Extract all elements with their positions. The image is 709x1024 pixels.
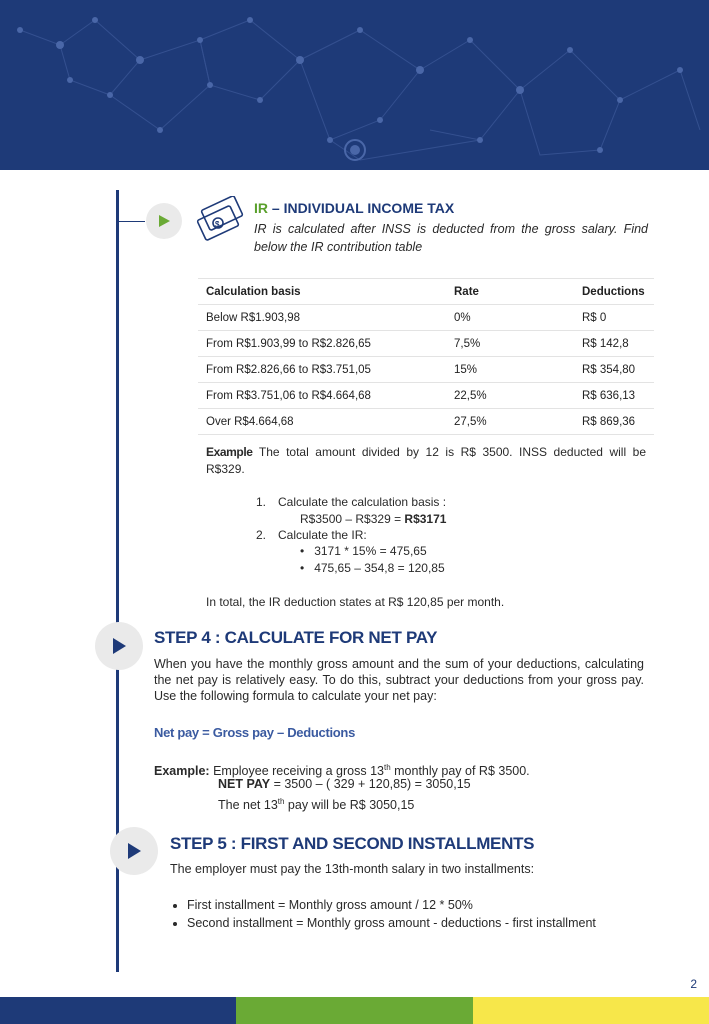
- step5-play-button[interactable]: [110, 827, 158, 875]
- step4-paragraph: When you have the monthly gross amount and the sum of your deductions, calculating the net pay is relatively easy. To do this, subtract your deductions from your gross pay. Use the following formula to calculate your net pay:: [154, 657, 644, 703]
- cell-basis: From R$1.903,99 to R$2.826,65: [198, 331, 446, 357]
- money-icon: [196, 196, 248, 244]
- step5-title: STEP 5 : FIRST AND SECOND INSTALLMENTS: [170, 834, 535, 853]
- cell-basis: From R$3.751,06 to R$4.664,68: [198, 383, 446, 409]
- ir-total: In total, the IR deduction states at R$ 120,85 per month.: [206, 595, 505, 609]
- table-row: [198, 357, 654, 383]
- network-pattern: [0, 0, 709, 170]
- table-row: [198, 383, 654, 409]
- timeline-connector: [119, 221, 145, 222]
- list-item: • Second installment = Monthly gross amount - deductions - first installment: [187, 914, 596, 932]
- footer-yellow-band: [473, 997, 709, 1024]
- step5-intro: The employer must pay the 13th-month salary in two installments:: [170, 862, 535, 876]
- step-2-bullet-2: • 475,65 – 354,8 = 120,85: [300, 561, 445, 575]
- footer-green-band: [236, 997, 473, 1024]
- svg-text:$: $: [215, 220, 220, 229]
- cell-basis: From R$2.826,66 to R$3.751,05: [198, 357, 446, 383]
- play-icon: [111, 637, 127, 655]
- table-row: [198, 305, 654, 331]
- table-row: [198, 409, 654, 435]
- cell-basis: Over R$4.664,68: [198, 409, 446, 435]
- ir-title: IR – INDIVIDUAL INCOME TAX: [254, 200, 455, 216]
- step4-title: STEP 4 : CALCULATE FOR NET PAY: [154, 628, 438, 647]
- net-pay-result: The net 13th pay will be R$ 3050,15: [218, 797, 415, 813]
- net-pay-calculation: NET PAY = 3500 – ( 329 + 120,85) = 3050,15: [218, 777, 471, 791]
- play-icon: [126, 842, 142, 860]
- example-label: Example: [206, 445, 253, 459]
- step4-play-button[interactable]: [95, 622, 143, 670]
- step-1-formula: R$3500 – R$329 = R$3171: [300, 512, 447, 526]
- footer-navy-band: [0, 997, 236, 1024]
- cell-deduction: R$ 354,80: [574, 357, 654, 383]
- cell-rate: 15%: [446, 357, 574, 383]
- installments-list: [170, 896, 596, 932]
- ir-contribution-table: [198, 278, 654, 435]
- cell-rate: 0%: [446, 305, 574, 331]
- page-number: 2: [690, 977, 697, 991]
- example-text: The total amount divided by 12 is R$ 3500. INSS deducted will be R$329.: [206, 445, 646, 476]
- step-2: 2. Calculate the IR:: [256, 528, 367, 542]
- cell-deduction: R$ 869,36: [574, 409, 654, 435]
- footer-color-bar: [0, 997, 709, 1024]
- header-banner: [0, 0, 709, 170]
- header-rate: Rate: [446, 279, 574, 305]
- cell-deduction: R$ 142,8: [574, 331, 654, 357]
- header-deductions: Deductions: [574, 279, 654, 305]
- net-pay-formula: Net pay = Gross pay – Deductions: [154, 725, 355, 740]
- table-header-row: [198, 279, 654, 305]
- ir-example: [206, 444, 646, 478]
- step-2-bullet-1: • 3171 * 15% = 475,65: [300, 544, 427, 558]
- cell-rate: 27,5%: [446, 409, 574, 435]
- step4-example: Example: Employee receiving a gross 13th monthly pay of R$ 3500.: [154, 763, 530, 779]
- play-icon: [157, 214, 171, 228]
- table-row: [198, 331, 654, 357]
- header-calculation-basis: Calculation basis: [198, 279, 446, 305]
- ir-description: IR is calculated after INSS is deducted from the gross salary. Find below the IR contribution table: [254, 222, 648, 254]
- cell-rate: 7,5%: [446, 331, 574, 357]
- cell-basis: Below R$1.903,98: [198, 305, 446, 331]
- step-1: 1. Calculate the calculation basis :: [256, 495, 447, 509]
- cell-deduction: R$ 0: [574, 305, 654, 331]
- list-item: • First installment = Monthly gross amount / 12 * 50%: [187, 896, 596, 914]
- cell-rate: 22,5%: [446, 383, 574, 409]
- ir-play-button[interactable]: [146, 203, 182, 239]
- cell-deduction: R$ 636,13: [574, 383, 654, 409]
